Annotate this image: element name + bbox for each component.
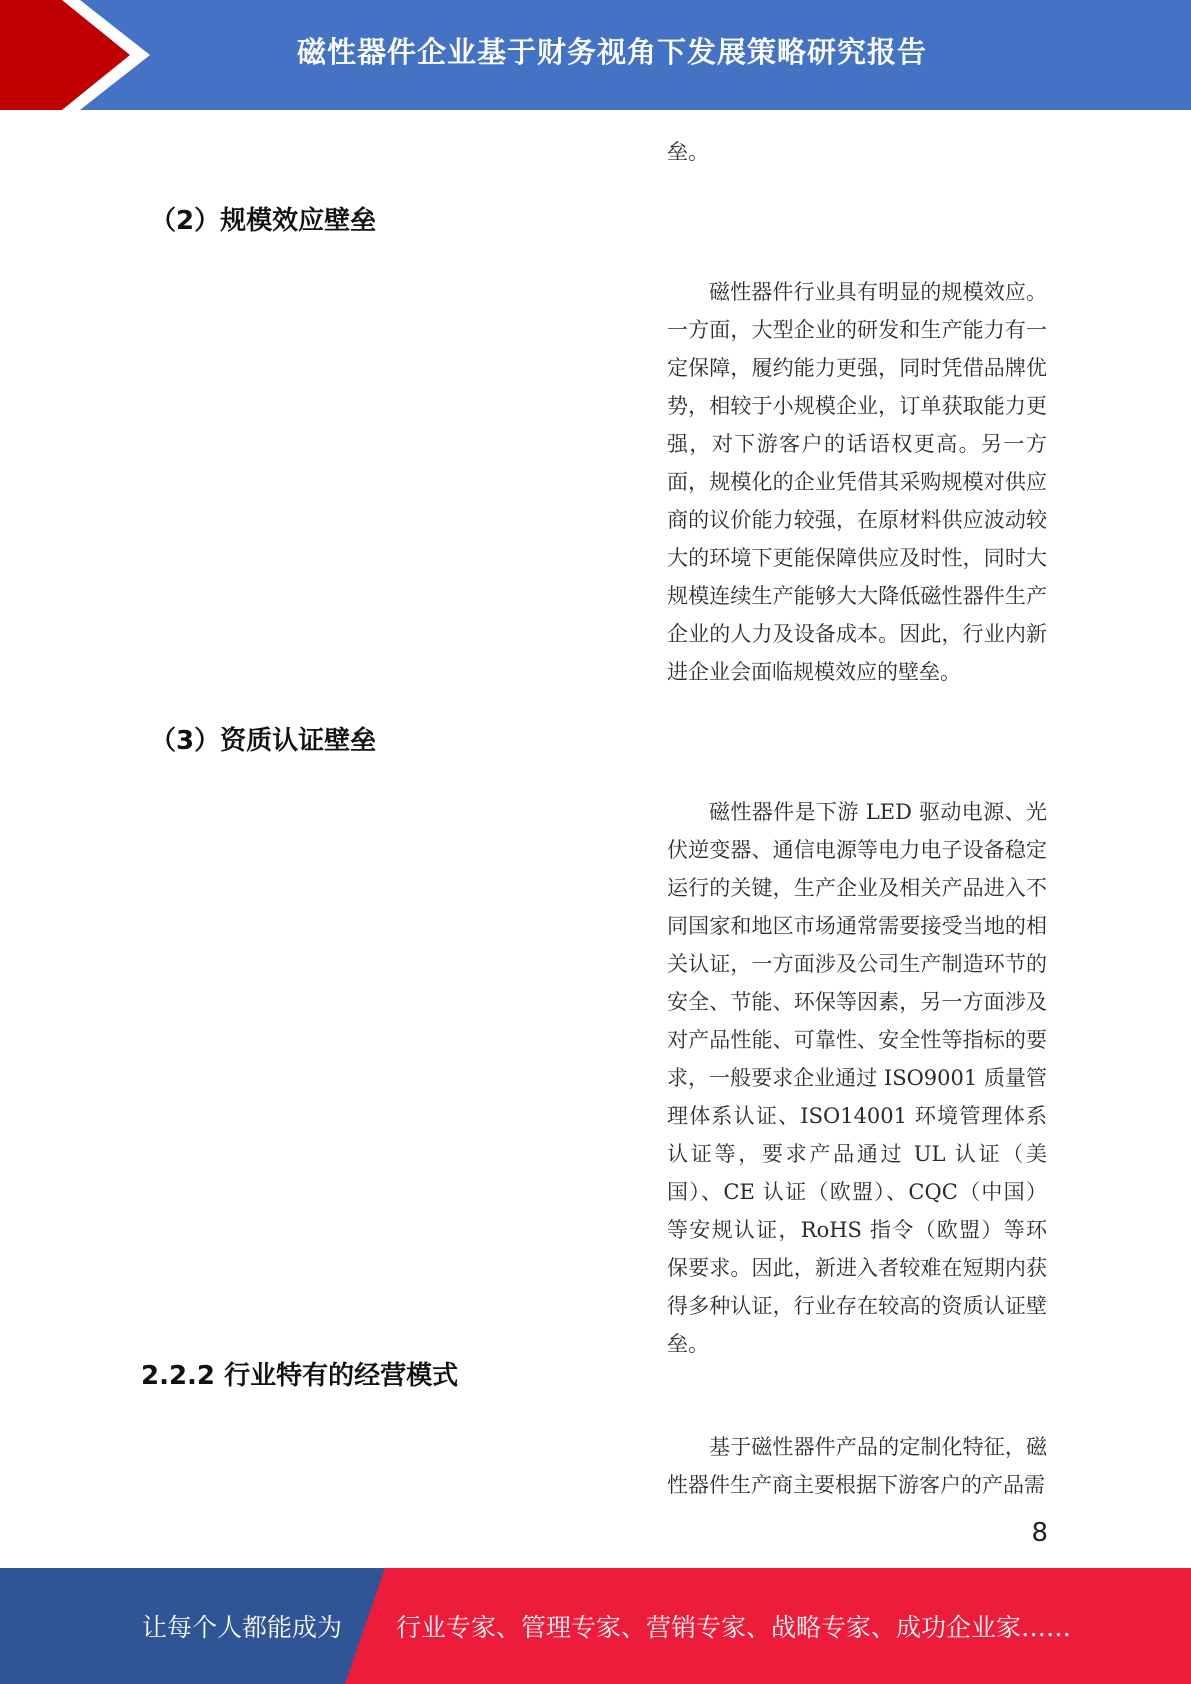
footer-slogan-right: 行业专家、管理专家、营销专家、战略专家、成功企业家……	[396, 1613, 1072, 1642]
report-title: 磁性器件企业基于财务视角下发展策略研究报告	[297, 34, 928, 69]
header-bar	[0, 0, 1191, 110]
continuation-text: 垒。	[667, 140, 709, 164]
paragraph-certification-barrier: 磁性器件是下游 LED 驱动电源、光伏逆变器、通信电源等电力电子设备稳定运行的关键，生产企业及相关产品进入不同国家和地区市场通常需要接受当地的相关认证，一方面涉及公司生产制造环节的安全、节能、环保等因素，另一方面涉及对产品性能、可靠性、安全性等指标的要求，一般要求企业通过 ISO9001 质量管理体系认证、ISO14001 环境管理体系认证等，要求产品通过 UL 认证（美国）、CE 认证（欧盟）、CQC（中国）等安规认证，RoHS 指令（欧盟）等环保要求。因此，新进入者较难在短期内获得多种认证，行业存在较高的资质认证壁垒。	[667, 800, 1047, 1356]
footer-slogan-left: 让每个人都能成为	[142, 1613, 343, 1642]
paragraph-business-model: 基于磁性器件产品的定制化特征，磁性器件生产商主要根据下游客户的产品需	[667, 1435, 1047, 1497]
section-heading-certification-barrier: （3）资质认证壁垒	[150, 726, 377, 756]
chevron-arrow-decoration	[0, 0, 160, 110]
section-heading-business-model: 2.2.2 行业特有的经营模式	[141, 1361, 459, 1391]
paragraph-scale-barrier: 磁性器件行业具有明显的规模效应。一方面，大型企业的研发和生产能力有一定保障，履约能力更强，同时凭借品牌优势，相较于小规模企业，订单获取能力更强，对下游客户的话语权更高。另一方面，规模化的企业凭借其采购规模对供应商的议价能力较强，在原材料供应波动较大的环境下更能保障供应及时性，同时大规模连续生产能够大大降低磁性器件生产企业的人力及设备成本。因此，行业内新进企业会面临规模效应的壁垒。	[667, 280, 1047, 684]
page-number: 8	[1031, 1518, 1048, 1548]
footer-bar	[0, 1568, 1191, 1684]
section-heading-scale-barrier: （2）规模效应壁垒	[150, 206, 377, 236]
